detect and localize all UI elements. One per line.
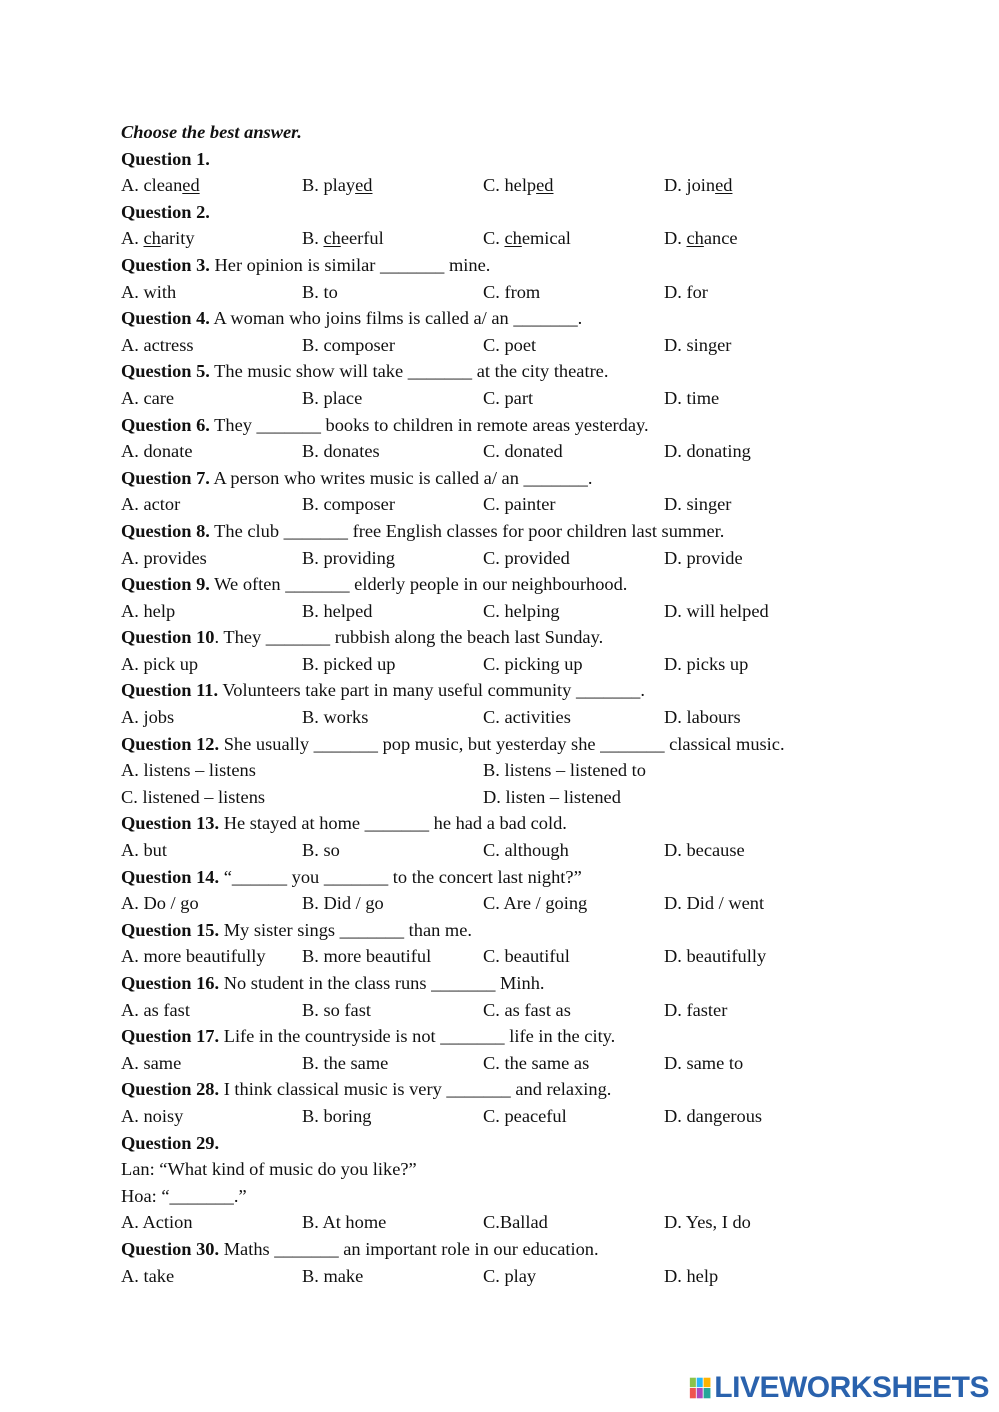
option-text: B. boring	[302, 1105, 372, 1126]
answer-option[interactable]	[664, 651, 845, 678]
answer-option[interactable]	[121, 1209, 302, 1236]
question-stem	[121, 1076, 881, 1103]
answer-option[interactable]	[121, 997, 302, 1024]
option-text: A. donate	[121, 441, 193, 462]
answer-option[interactable]	[664, 438, 845, 465]
options-row	[121, 837, 881, 864]
option-text: B. to	[302, 281, 338, 302]
question-number: Question 15.	[121, 919, 220, 940]
question-number: Question 17.	[121, 1026, 220, 1047]
option-text: B. make	[302, 1265, 364, 1286]
question-number: Question 29.	[121, 1132, 220, 1153]
answer-option[interactable]	[664, 332, 845, 359]
answer-option[interactable]	[121, 1050, 302, 1077]
option-text: A. actress	[121, 334, 194, 355]
option-text: D. same to	[664, 1052, 744, 1073]
answer-option[interactable]	[483, 225, 664, 252]
option-text: C. poet	[483, 334, 537, 355]
option-text: A. clean	[121, 175, 183, 196]
answer-option[interactable]	[483, 598, 664, 625]
question-number: Question 14.	[121, 866, 220, 887]
answer-option[interactable]	[302, 332, 483, 359]
question-stem	[121, 199, 881, 226]
answer-option[interactable]	[121, 438, 302, 465]
option-text-rest: emical	[521, 228, 571, 249]
answer-option[interactable]	[483, 1209, 664, 1236]
option-text-rest: eerful	[340, 228, 384, 249]
option-text: C. although	[483, 840, 569, 861]
option-text: A. but	[121, 840, 167, 861]
answer-option[interactable]	[121, 385, 302, 412]
question-stem	[121, 518, 881, 545]
question-stem	[121, 1236, 881, 1263]
question-number: Question 2.	[121, 201, 210, 222]
option-text-rest: ance	[703, 228, 738, 249]
answer-option[interactable]	[664, 1050, 845, 1077]
question-number: Question 28.	[121, 1079, 220, 1100]
option-text: C.	[483, 228, 505, 249]
answer-option[interactable]	[302, 1103, 483, 1130]
option-text: D. singer	[664, 334, 732, 355]
answer-option[interactable]	[664, 279, 845, 306]
question-number: Question 8.	[121, 520, 210, 541]
options-row	[121, 545, 881, 572]
answer-option[interactable]	[664, 837, 845, 864]
brand-name: LIVEWORKSHEETS	[714, 1371, 989, 1404]
answer-option[interactable]	[664, 943, 845, 970]
question-text: They _______ books to children in remote areas yesterday.	[209, 414, 649, 435]
answer-option[interactable]	[302, 1050, 483, 1077]
question-number: Question 5.	[121, 361, 210, 382]
option-text: B. composer	[302, 494, 395, 515]
answer-option[interactable]	[302, 1209, 483, 1236]
answer-option[interactable]	[302, 943, 483, 970]
answer-option[interactable]	[302, 225, 483, 252]
answer-option[interactable]	[664, 385, 845, 412]
question-text: Volunteers take part in many useful community _______.	[218, 680, 645, 701]
question-stem	[121, 305, 881, 332]
option-text: A. as fast	[121, 999, 190, 1020]
option-text: C. play	[483, 1265, 537, 1286]
answer-option[interactable]	[121, 332, 302, 359]
question-stem	[121, 810, 881, 837]
answer-option[interactable]	[121, 1263, 302, 1290]
option-text: C. provided	[483, 547, 570, 568]
question-stem	[121, 624, 881, 651]
options-row	[121, 784, 881, 811]
option-text: D. faster	[664, 999, 728, 1020]
option-text: D. will helped	[664, 600, 769, 621]
answer-option[interactable]	[483, 172, 664, 199]
underlined-part: ed	[182, 175, 200, 196]
option-text: C. listened – listens	[121, 786, 266, 807]
question-text: “______ you _______ to the concert last night?”	[219, 866, 582, 887]
option-text: D. labours	[664, 707, 741, 728]
answer-option[interactable]	[483, 704, 664, 731]
answer-option[interactable]	[121, 279, 302, 306]
option-text: D. Yes, I do	[664, 1212, 751, 1233]
option-text: B. picked up	[302, 653, 396, 674]
answer-option[interactable]	[664, 704, 845, 731]
question-text: Life in the countryside is not _______ life in the city.	[219, 1026, 616, 1047]
question-text: The music show will take _______ at the city theatre.	[209, 361, 609, 382]
option-text: B. donates	[302, 441, 380, 462]
options-row	[121, 704, 881, 731]
option-text: D. help	[664, 1265, 719, 1286]
question-stem	[121, 1130, 881, 1157]
option-text: C. as fast as	[483, 999, 571, 1020]
answer-option[interactable]	[302, 438, 483, 465]
question-number: Question 9.	[121, 574, 210, 595]
option-text: C. help	[483, 175, 537, 196]
option-text: D. beautifully	[664, 946, 767, 967]
options-row	[121, 1209, 881, 1236]
answer-option[interactable]	[121, 225, 302, 252]
option-text: C. helping	[483, 600, 560, 621]
question-stem	[121, 252, 881, 279]
question-number: Question 4.	[121, 308, 210, 329]
question-stem	[121, 412, 881, 439]
option-text: C. the same as	[483, 1052, 590, 1073]
answer-option[interactable]	[302, 491, 483, 518]
option-text: D. singer	[664, 494, 732, 515]
answer-option[interactable]	[302, 385, 483, 412]
option-text: A. help	[121, 600, 176, 621]
option-text: C. beautiful	[483, 946, 570, 967]
option-text: C. from	[483, 281, 541, 302]
liveworksheets-brand[interactable]	[689, 1372, 989, 1404]
options-row	[121, 997, 881, 1024]
answer-option[interactable]	[302, 651, 483, 678]
option-text: D. picks up	[664, 653, 749, 674]
question-stem	[121, 731, 881, 758]
option-text: D. time	[664, 387, 720, 408]
option-text: B. play	[302, 175, 356, 196]
answer-option[interactable]	[121, 943, 302, 970]
question-number: Question 16.	[121, 973, 220, 993]
question-text: . They _______ rubbish along the beach last Sunday.	[214, 627, 604, 648]
answer-option[interactable]	[664, 1103, 845, 1130]
answer-option[interactable]	[664, 172, 845, 199]
options-row	[121, 491, 881, 518]
option-text: A. same	[121, 1052, 182, 1073]
options-row	[121, 225, 881, 252]
answer-option[interactable]	[483, 997, 664, 1024]
question-text: I think classical music is very _______ and relaxing.	[219, 1079, 612, 1100]
answer-option[interactable]	[483, 438, 664, 465]
answer-option[interactable]	[121, 837, 302, 864]
options-row	[121, 438, 881, 465]
answer-option[interactable]	[664, 997, 845, 1024]
option-text: C. activities	[483, 707, 571, 728]
answer-option[interactable]	[121, 1103, 302, 1130]
answer-option[interactable]	[302, 837, 483, 864]
answer-option[interactable]	[121, 545, 302, 572]
underlined-part: ch	[504, 228, 522, 249]
answer-option[interactable]	[483, 890, 664, 917]
question-text: My sister sings _______ than me.	[219, 919, 472, 940]
option-text: D. join	[664, 175, 716, 196]
question-stem	[121, 146, 881, 173]
answer-option[interactable]	[302, 545, 483, 572]
options-row	[121, 757, 881, 784]
options-row	[121, 385, 881, 412]
option-text: B. place	[302, 387, 363, 408]
answer-option[interactable]	[483, 491, 664, 518]
question-number: Question 13.	[121, 813, 220, 834]
option-text: C. picking up	[483, 653, 583, 674]
answer-option[interactable]	[121, 172, 302, 199]
option-text: B. the same	[302, 1052, 389, 1073]
question-text: We often _______ elderly people in our neighbourhood.	[209, 574, 628, 595]
option-text: B. composer	[302, 334, 395, 355]
option-text: D. because	[664, 840, 745, 861]
underlined-part: ch	[143, 228, 161, 249]
question-number: Question 10	[121, 627, 215, 648]
options-row	[121, 890, 881, 917]
question-list	[121, 146, 881, 1290]
option-text: B. providing	[302, 547, 395, 568]
question-stem	[121, 465, 881, 492]
options-row	[121, 1050, 881, 1077]
option-text: A. actor	[121, 494, 181, 515]
option-text: A. take	[121, 1265, 175, 1286]
dialogue-line: Lan: “What kind of music do you like?”	[121, 1159, 417, 1180]
option-text: A. jobs	[121, 707, 175, 728]
question-stem	[121, 970, 881, 997]
question-number: Question 12.	[121, 733, 220, 754]
option-text: D. provide	[664, 547, 743, 568]
options-row	[121, 279, 881, 306]
underlined-part: ed	[715, 175, 733, 196]
answer-option[interactable]	[121, 491, 302, 518]
options-row	[121, 1103, 881, 1130]
option-text: C. painter	[483, 494, 556, 515]
option-text: B. listens – listened to	[483, 760, 646, 781]
question-number: Question 30.	[121, 1238, 220, 1259]
question-number: Question 3.	[121, 254, 210, 275]
answer-option[interactable]	[664, 890, 845, 917]
question-text: A person who writes music is called a/ an _______.	[209, 467, 593, 488]
option-text: A. provides	[121, 547, 207, 568]
option-text: C. peaceful	[483, 1105, 567, 1126]
answer-option[interactable]	[121, 598, 302, 625]
liveworksheets-logo-icon	[689, 1375, 711, 1401]
options-row	[121, 332, 881, 359]
underlined-part: ch	[323, 228, 341, 249]
option-text: A.	[121, 228, 144, 249]
option-text: D. dangerous	[664, 1105, 763, 1126]
option-text: C. Are / going	[483, 893, 588, 914]
answer-option[interactable]	[302, 598, 483, 625]
option-text: A. Action	[121, 1212, 193, 1233]
underlined-part: ch	[686, 228, 704, 249]
option-text: C. part	[483, 387, 534, 408]
option-text: D.	[664, 228, 687, 249]
option-text-rest: arity	[160, 228, 195, 249]
options-row	[121, 651, 881, 678]
dialogue-line: Hoa: “_______.”	[121, 1185, 247, 1206]
answer-option[interactable]	[121, 784, 483, 811]
answer-option[interactable]	[483, 279, 664, 306]
answer-option[interactable]	[483, 651, 664, 678]
answer-option[interactable]	[302, 704, 483, 731]
question-text: Maths _______ an important role in our education.	[219, 1238, 599, 1259]
options-row	[121, 172, 881, 199]
option-text: C. donated	[483, 441, 563, 462]
question-text: He stayed at home _______ he had a bad cold.	[219, 813, 567, 834]
question-stem	[121, 1023, 881, 1050]
option-text: B. works	[302, 707, 369, 728]
question-number: Question 7.	[121, 467, 210, 488]
option-text: C.Ballad	[483, 1212, 548, 1233]
answer-option[interactable]	[121, 651, 302, 678]
options-row	[121, 598, 881, 625]
options-row	[121, 943, 881, 970]
answer-option[interactable]	[664, 225, 845, 252]
question-number: Question 6.	[121, 414, 210, 435]
option-text: D. donating	[664, 441, 751, 462]
option-text: B. At home	[302, 1212, 387, 1233]
option-text: B.	[302, 228, 324, 249]
question-text: Her opinion is similar _______ mine.	[209, 254, 491, 275]
options-row	[121, 1263, 881, 1290]
answer-option[interactable]	[664, 1209, 845, 1236]
answer-option[interactable]	[483, 784, 664, 811]
underlined-part: ed	[355, 175, 373, 196]
option-text: B. more beautiful	[302, 946, 432, 967]
worksheet	[121, 119, 881, 1289]
question-text: No student in the class runs _______ Minh.	[219, 973, 545, 993]
answer-option[interactable]	[302, 1263, 483, 1290]
answer-option[interactable]	[664, 545, 845, 572]
option-text: A. Do / go	[121, 893, 199, 914]
option-text: D. listen – listened	[483, 786, 621, 807]
question-stem	[121, 358, 881, 385]
answer-option[interactable]	[483, 837, 664, 864]
answer-option[interactable]	[121, 704, 302, 731]
answer-option[interactable]	[483, 1050, 664, 1077]
answer-option[interactable]	[664, 491, 845, 518]
question-text: A woman who joins films is called a/ an _______.	[209, 308, 583, 329]
answer-option[interactable]	[483, 385, 664, 412]
answer-option[interactable]	[483, 1263, 664, 1290]
answer-option[interactable]	[483, 332, 664, 359]
option-text: A. listens – listens	[121, 760, 256, 781]
question-stem	[121, 864, 881, 891]
question-number: Question 1.	[121, 148, 210, 169]
underlined-part: ed	[536, 175, 554, 196]
answer-option[interactable]	[121, 757, 483, 784]
answer-option[interactable]	[302, 172, 483, 199]
answer-option[interactable]	[121, 890, 302, 917]
answer-option[interactable]	[483, 943, 664, 970]
question-text: The club _______ free English classes for poor children last summer.	[209, 520, 725, 541]
answer-option[interactable]	[664, 1263, 845, 1290]
question-number: Question 11.	[121, 680, 219, 701]
answer-option[interactable]	[483, 1103, 664, 1130]
answer-option[interactable]	[302, 997, 483, 1024]
question-stem	[121, 677, 881, 704]
answer-option[interactable]	[664, 598, 845, 625]
question-stem	[121, 571, 881, 598]
option-text: A. with	[121, 281, 177, 302]
option-text: B. Did / go	[302, 893, 384, 914]
option-text: A. more beautifully	[121, 946, 266, 967]
option-text: A. pick up	[121, 653, 199, 674]
question-text: She usually _______ pop music, but yesterday she _______ classical music.	[219, 733, 785, 754]
answer-option[interactable]	[302, 279, 483, 306]
answer-option[interactable]	[483, 545, 664, 572]
instruction: Choose the best answer.	[121, 122, 302, 142]
option-text: B. so	[302, 840, 340, 861]
option-text: D. for	[664, 281, 708, 302]
option-text: D. Did / went	[664, 893, 765, 914]
answer-option[interactable]	[483, 757, 664, 784]
option-text: B. helped	[302, 600, 373, 621]
option-text: A. care	[121, 387, 175, 408]
answer-option[interactable]	[302, 890, 483, 917]
option-text: B. so fast	[302, 999, 371, 1020]
question-stem	[121, 917, 881, 944]
option-text: A. noisy	[121, 1105, 184, 1126]
